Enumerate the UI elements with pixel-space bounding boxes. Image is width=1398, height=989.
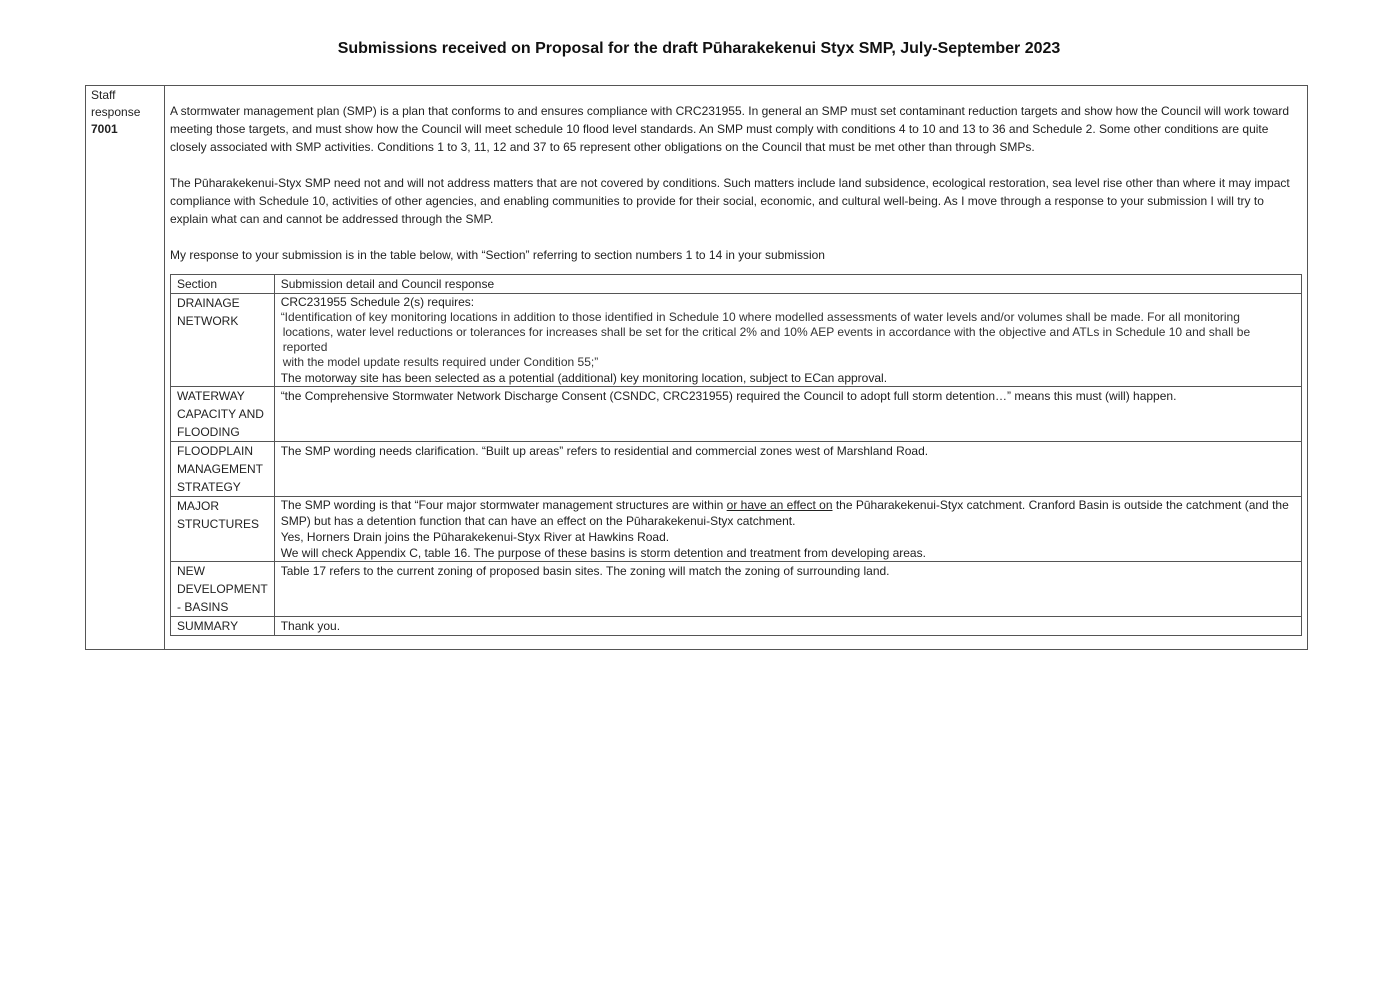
header-detail: Submission detail and Council response	[274, 275, 1301, 294]
detail-drainage	[274, 294, 1301, 387]
detail-summary: Thank you.	[274, 617, 1301, 636]
section-floodplain	[171, 442, 275, 497]
page-title: Submissions received on Proposal for the draft Pūharakekenui Styx SMP, July-September 2023	[337, 40, 1061, 57]
section-floodplain-line1: FLOODPLAIN	[177, 444, 254, 458]
response-frame	[85, 85, 1308, 650]
response-label: response	[91, 105, 141, 119]
intro-paragraph-3: My response to your submission is in the table below, with “Section” referring to section numbers 1 to 14 in your submission	[170, 248, 825, 262]
drainage-quote-3: with the model update results required under Condition 55;”	[282, 355, 599, 369]
intro-paragraph-1: A stormwater management plan (SMP) is a plan that conforms to and ensures compliance with CRC231955. In general an SMP must set contaminant reduction targets and show how the Council will work toward meeting those targets, and must show how the Council will meet schedule 10 flood level standards. An SMP must comply with conditions 4 to 10 and 13 to 36 and Schedule 2. Some other conditions are quite closely associated with SMP activities. Conditions 1 to 3, 11, 12 and 37 to 65 represent other obligations on the Council that must be met other than through SMPs.	[170, 104, 1289, 154]
major-detail-1a: The SMP wording is that “Four major stormwater management structures are within	[280, 498, 727, 512]
table-row-major-structures	[171, 497, 1302, 562]
response-number: 7001	[91, 122, 118, 136]
table-row-floodplain	[171, 442, 1302, 497]
detail-major-structures	[274, 497, 1301, 562]
section-floodplain-line2: MANAGEMENT	[177, 462, 264, 476]
section-newdev-line3: - BASINS	[177, 600, 229, 614]
section-drainage-line2: NETWORK	[177, 314, 239, 328]
table-row-summary	[171, 617, 1302, 636]
response-table	[170, 274, 1302, 636]
section-floodplain-line3: STRATEGY	[177, 480, 241, 494]
detail-waterway: “the Comprehensive Stormwater Network Discharge Consent (CSNDC, CRC231955) required the Council to adopt full storm detention…” means this must (will) happen.	[274, 387, 1301, 442]
table-header-row	[171, 275, 1302, 294]
section-summary: SUMMARY	[171, 617, 275, 636]
section-drainage	[171, 294, 275, 387]
section-newdev-line2: DEVELOPMENT	[177, 582, 268, 596]
intro-paragraph-2: The Pūharakekenui-Styx SMP need not and will not address matters that are not covered by conditions. Such matters include land subsidence, ecological restoration, sea level rise other than where it may impact compliance with Schedule 10, activities of other agencies, and enabling communities to provide for their social, economic, and cultural well-being. As I move through a response to your submission I will try to explain what can and cannot be addressed through the SMP.	[170, 176, 1290, 226]
drainage-quote-1: “Identification of key monitoring locations in addition to those identified in Schedule 10 where modelled assessments of water levels and/or volumes shall be made. For all monitoring	[280, 310, 1240, 324]
major-detail-1	[281, 497, 1295, 529]
section-major-line2: STRUCTURES	[177, 517, 260, 531]
major-detail-underline: or have an effect on	[726, 498, 833, 512]
section-major-structures	[171, 497, 275, 562]
section-waterway	[171, 387, 275, 442]
staff-label: Staff	[91, 88, 116, 102]
header-section: Section	[171, 275, 275, 294]
section-major-line1: MAJOR	[177, 499, 219, 513]
drainage-response: The motorway site has been selected as a potential (additional) key monitoring location, subject to ECan approval.	[280, 371, 888, 385]
major-detail-2: Yes, Horners Drain joins the Pūharakekenui-Styx River at Hawkins Road.	[280, 530, 670, 544]
section-drainage-line1: DRAINAGE	[177, 296, 240, 310]
staff-response-cell	[86, 86, 165, 649]
section-waterway-line1: WATERWAY	[177, 389, 245, 403]
section-new-development	[171, 562, 275, 617]
detail-floodplain: The SMP wording needs clarification. “Built up areas” refers to residential and commercial zones west of Marshland Road.	[274, 442, 1301, 497]
table-row-drainage	[171, 294, 1302, 387]
major-detail-3: We will check Appendix C, table 16. The purpose of these basins is storm detention and treatment from developing areas.	[280, 546, 926, 560]
section-newdev-line1: NEW	[177, 564, 205, 578]
response-content	[165, 86, 1307, 649]
table-row-new-development	[171, 562, 1302, 617]
detail-new-development: Table 17 refers to the current zoning of proposed basin sites. The zoning will match the zoning of surrounding land.	[274, 562, 1301, 617]
section-waterway-line2: CAPACITY AND	[177, 407, 264, 421]
drainage-quote-2: locations, water level reductions or tolerances for increases shall be set for the critical 2% and 10% AEP events in accordance with the objective and ATLs in Schedule 10 and shall be reported	[282, 325, 1251, 354]
drainage-requirement: CRC231955 Schedule 2(s) requires:	[280, 295, 475, 309]
major-detail-1b: the Pūharakekenui-Styx catchment. Cranford Basin is outside the catchment (and the SMP) but has a detention function that can have an effect on the Pūharakekenui-Styx catchment.	[280, 498, 1289, 528]
table-row-waterway	[171, 387, 1302, 442]
section-waterway-line3: FLOODING	[177, 425, 240, 439]
